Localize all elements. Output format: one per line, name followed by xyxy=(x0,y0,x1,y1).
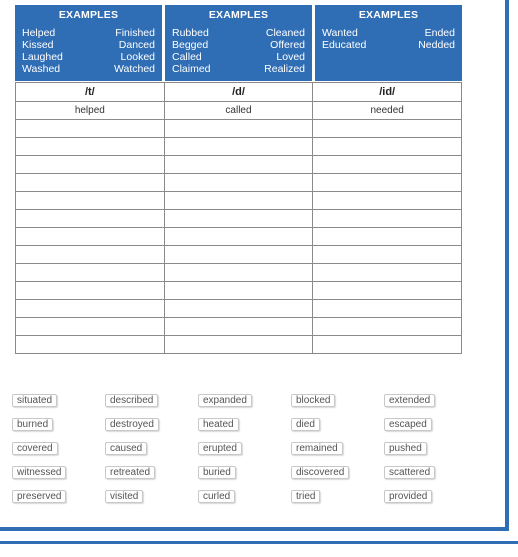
answer-cell[interactable] xyxy=(164,300,313,318)
answer-cell[interactable] xyxy=(16,282,165,300)
table-row xyxy=(16,264,462,282)
word-chip[interactable]: provided xyxy=(384,490,432,503)
pronunciation-table xyxy=(15,5,462,354)
answer-cell[interactable] xyxy=(16,228,165,246)
word-chip[interactable]: buried xyxy=(198,466,236,479)
column-header-d: /d/ xyxy=(164,83,313,102)
word-bank-row xyxy=(12,486,492,510)
answer-cell[interactable] xyxy=(164,336,313,354)
example-word: Claimed xyxy=(172,63,211,75)
word-chip[interactable]: expanded xyxy=(198,394,252,407)
table-row xyxy=(16,174,462,192)
answer-cell[interactable] xyxy=(16,264,165,282)
word-chip[interactable]: tried xyxy=(291,490,320,503)
answer-cell[interactable] xyxy=(164,228,313,246)
word-bank-row xyxy=(12,414,492,438)
table-row xyxy=(16,300,462,318)
table-row xyxy=(16,120,462,138)
answer-cell[interactable]: helped xyxy=(16,102,165,120)
example-word: Loved xyxy=(276,51,305,63)
word-chip[interactable]: retreated xyxy=(105,466,155,479)
example-word: Begged xyxy=(172,39,209,51)
answer-cell[interactable] xyxy=(16,156,165,174)
word-chip[interactable]: scattered xyxy=(384,466,435,479)
word-chip[interactable]: extended xyxy=(384,394,435,407)
example-word: Ended xyxy=(424,27,455,39)
example-word: Kissed xyxy=(22,39,54,51)
word-chip[interactable]: pushed xyxy=(384,442,427,455)
example-word: Looked xyxy=(120,51,155,63)
word-bank-row xyxy=(12,438,492,462)
answer-cell[interactable] xyxy=(164,282,313,300)
answer-cell[interactable] xyxy=(313,300,462,318)
word-chip[interactable]: discovered xyxy=(291,466,349,479)
examples-title: EXAMPLES xyxy=(358,9,419,21)
example-word: Nedded xyxy=(418,39,455,51)
word-bank-row xyxy=(12,462,492,486)
answer-cell[interactable] xyxy=(164,318,313,336)
answer-cell[interactable] xyxy=(313,246,462,264)
answer-cell[interactable] xyxy=(313,228,462,246)
word-chip[interactable]: burned xyxy=(12,418,53,431)
answer-cell[interactable] xyxy=(313,210,462,228)
word-chip[interactable]: caused xyxy=(105,442,147,455)
word-chip[interactable]: died xyxy=(291,418,320,431)
table-row xyxy=(16,210,462,228)
table-row xyxy=(16,192,462,210)
column-header-t: /t/ xyxy=(16,83,165,102)
answer-cell[interactable] xyxy=(16,246,165,264)
answer-cell[interactable] xyxy=(164,192,313,210)
word-chip[interactable]: preserved xyxy=(12,490,66,503)
answer-cell[interactable] xyxy=(313,192,462,210)
example-word: Helped xyxy=(22,27,56,39)
word-bank xyxy=(12,390,492,510)
answer-cell[interactable] xyxy=(16,120,165,138)
word-chip[interactable]: situated xyxy=(12,394,57,407)
answer-grid xyxy=(15,82,462,354)
word-chip[interactable]: heated xyxy=(198,418,239,431)
word-chip[interactable]: described xyxy=(105,394,158,407)
answer-cell[interactable] xyxy=(164,264,313,282)
examples-panel-d xyxy=(165,5,312,81)
word-chip[interactable]: visited xyxy=(105,490,143,503)
right-border xyxy=(505,0,509,530)
example-word: Called xyxy=(172,51,202,63)
answer-cell[interactable] xyxy=(313,336,462,354)
example-word: Offered xyxy=(270,39,305,51)
word-chip[interactable]: remained xyxy=(291,442,343,455)
answer-cell[interactable] xyxy=(164,156,313,174)
answer-cell[interactable] xyxy=(313,282,462,300)
word-chip[interactable]: covered xyxy=(12,442,58,455)
word-chip[interactable]: destroyed xyxy=(105,418,159,431)
table-row xyxy=(16,282,462,300)
answer-cell[interactable] xyxy=(164,210,313,228)
answer-cell[interactable] xyxy=(164,174,313,192)
example-word: Rubbed xyxy=(172,27,209,39)
answer-cell[interactable] xyxy=(16,192,165,210)
examples-panel-t xyxy=(15,5,162,81)
answer-cell[interactable] xyxy=(313,264,462,282)
examples-list xyxy=(322,27,455,51)
table-row xyxy=(16,336,462,354)
example-word: Educated xyxy=(322,39,367,51)
word-chip[interactable]: blocked xyxy=(291,394,335,407)
answer-cell[interactable] xyxy=(16,300,165,318)
answer-cell[interactable] xyxy=(164,120,313,138)
answer-cell[interactable]: needed xyxy=(313,102,462,120)
answer-cell[interactable] xyxy=(16,318,165,336)
table-row xyxy=(16,318,462,336)
answer-cell[interactable] xyxy=(164,246,313,264)
word-bank-row xyxy=(12,390,492,414)
answer-cell[interactable] xyxy=(164,138,313,156)
answer-cell[interactable] xyxy=(16,336,165,354)
example-word: Finished xyxy=(115,27,155,39)
word-chip[interactable]: curled xyxy=(198,490,235,503)
examples-panel-id xyxy=(315,5,462,81)
answer-cell[interactable] xyxy=(16,138,165,156)
bottom-border-2 xyxy=(0,541,518,544)
table-row xyxy=(16,156,462,174)
answer-cell[interactable] xyxy=(16,174,165,192)
word-chip[interactable]: escaped xyxy=(384,418,432,431)
examples-header-row xyxy=(15,5,462,81)
table-row xyxy=(16,138,462,156)
column-header-row xyxy=(16,83,462,102)
answer-cell[interactable] xyxy=(16,210,165,228)
examples-title: EXAMPLES xyxy=(58,9,119,21)
word-chip[interactable]: erupted xyxy=(198,442,242,455)
word-chip[interactable]: witnessed xyxy=(12,466,66,479)
answer-cell[interactable]: called xyxy=(164,102,313,120)
answer-cell[interactable] xyxy=(313,318,462,336)
examples-list xyxy=(172,27,305,75)
answer-cell[interactable] xyxy=(313,138,462,156)
bottom-border xyxy=(0,527,509,531)
example-word: Danced xyxy=(118,39,155,51)
examples-title: EXAMPLES xyxy=(208,9,269,21)
examples-list xyxy=(22,27,155,75)
table-row xyxy=(16,246,462,264)
answer-cell[interactable] xyxy=(313,174,462,192)
example-word: Cleaned xyxy=(265,27,305,39)
example-word: Wanted xyxy=(322,27,358,39)
table-row xyxy=(16,228,462,246)
example-word: Watched xyxy=(113,63,155,75)
example-word: Realized xyxy=(264,63,305,75)
answer-cell[interactable] xyxy=(313,120,462,138)
column-header-id: /id/ xyxy=(313,83,462,102)
example-word: Laughed xyxy=(22,51,63,63)
answer-cell[interactable] xyxy=(313,156,462,174)
example-word: Washed xyxy=(22,63,61,75)
table-row xyxy=(16,102,462,120)
